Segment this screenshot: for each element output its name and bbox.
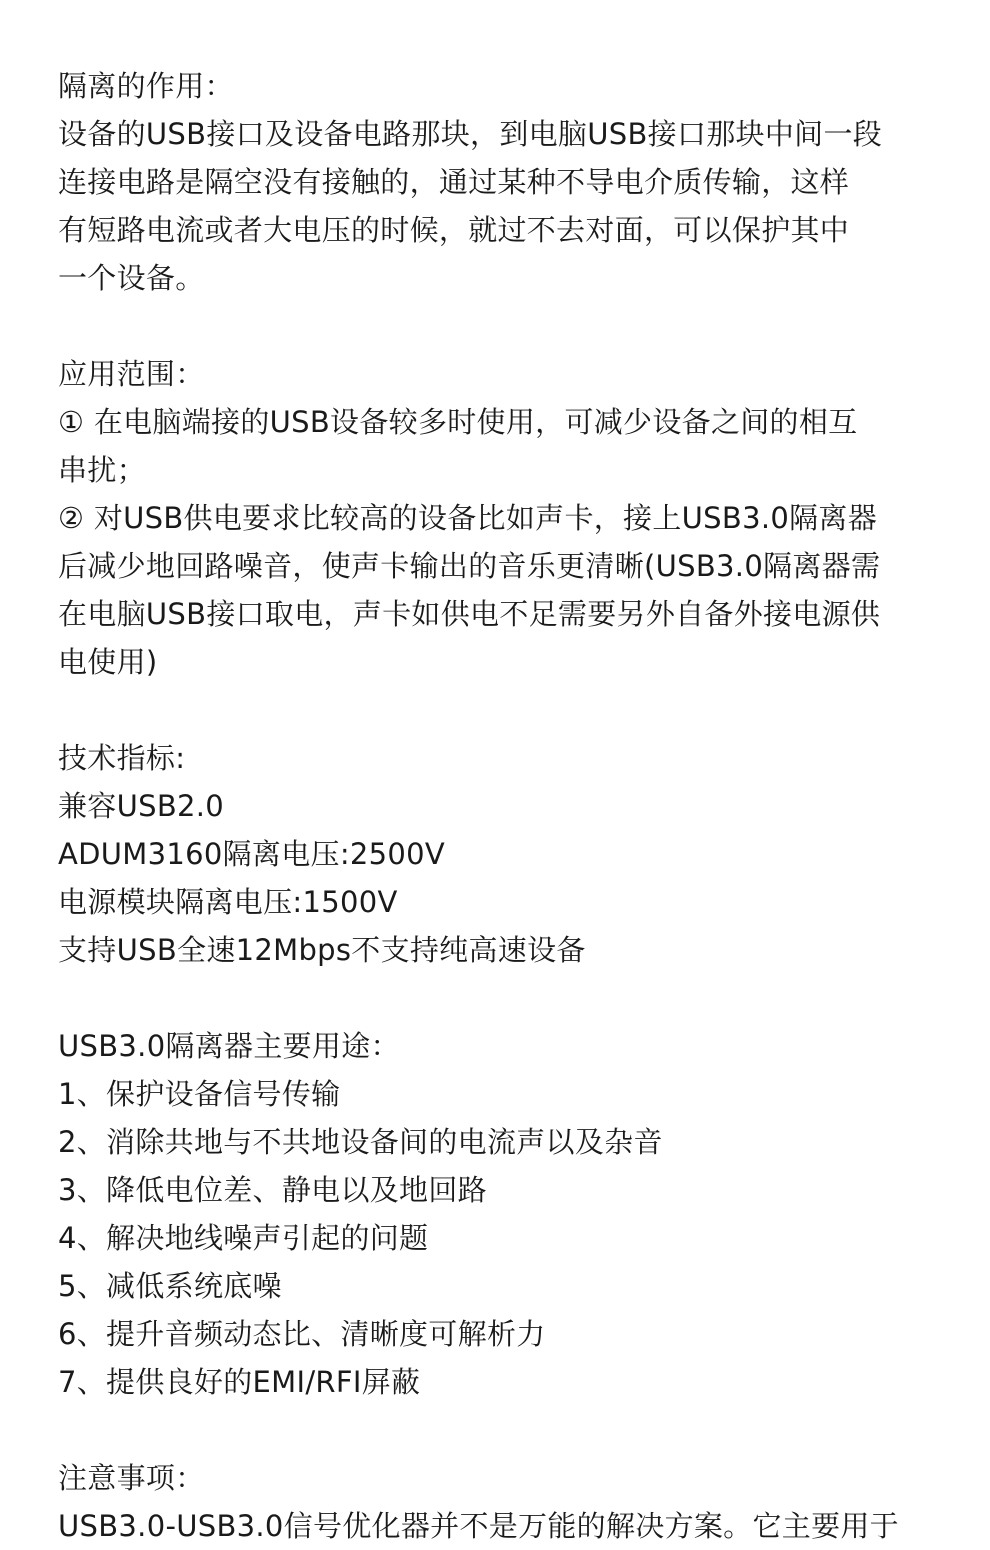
specs-line: 支持USB全速12Mbps不支持纯高速设备: [58, 933, 586, 967]
isolation-line: 有短路电流或者大电压的时候，就过不去对面，可以保护其中: [58, 213, 850, 247]
application-line: 串扰；: [58, 453, 146, 487]
specs-heading: 技术指标:: [58, 741, 186, 775]
isolation-heading: 隔离的作用：: [58, 69, 234, 103]
document-body: [58, 62, 958, 1550]
uses-heading: USB3.0隔离器主要用途：: [58, 1029, 400, 1063]
specs-line: 兼容USB2.0: [58, 789, 225, 823]
isolation-line: 设备的USB接口及设备电路那块，到电脑USB接口那块中间一段: [58, 117, 883, 151]
specs-line: 电源模块隔离电压:1500V: [58, 885, 398, 919]
application-line: ② 对USB供电要求比较高的设备比如声卡，接上USB3.0隔离器: [58, 501, 877, 535]
section-spacer: [58, 686, 958, 734]
section-spacer: [58, 302, 958, 350]
section-spacer: [58, 974, 958, 1022]
uses-item: 7、提供良好的EMI/RFI屏蔽: [58, 1365, 421, 1399]
isolation-line: 一个设备。: [58, 261, 205, 295]
notes-line: USB3.0-USB3.0信号优化器并不是万能的解决方案。它主要用于: [58, 1509, 899, 1543]
application-line: 电使用): [58, 645, 158, 679]
section-spacer: [58, 1406, 958, 1454]
application-line: 后减少地回路噪音，使声卡输出的音乐更清晰(USB3.0隔离器需: [58, 549, 881, 583]
specs-line: ADUM3160隔离电压:2500V: [58, 837, 446, 871]
isolation-line: 连接电路是隔空没有接触的，通过某种不导电介质传输，这样: [58, 165, 850, 199]
uses-item: 2、消除共地与不共地设备间的电流声以及杂音: [58, 1125, 663, 1159]
uses-item: 6、提升音频动态比、清晰度可解析力: [58, 1317, 546, 1351]
notes-heading: 注意事项：: [58, 1461, 205, 1495]
uses-item: 3、降低电位差、静电以及地回路: [58, 1173, 487, 1207]
application-heading: 应用范围：: [58, 357, 205, 391]
application-line: 在电脑USB接口取电，声卡如供电不足需要另外自备外接电源供: [58, 597, 881, 631]
uses-item: 4、解决地线噪声引起的问题: [58, 1221, 429, 1255]
uses-item: 1、保护设备信号传输: [58, 1077, 341, 1111]
uses-item: 5、减低系统底噪: [58, 1269, 282, 1303]
application-line: ① 在电脑端接的USB设备较多时使用，可减少设备之间的相互: [58, 405, 858, 439]
